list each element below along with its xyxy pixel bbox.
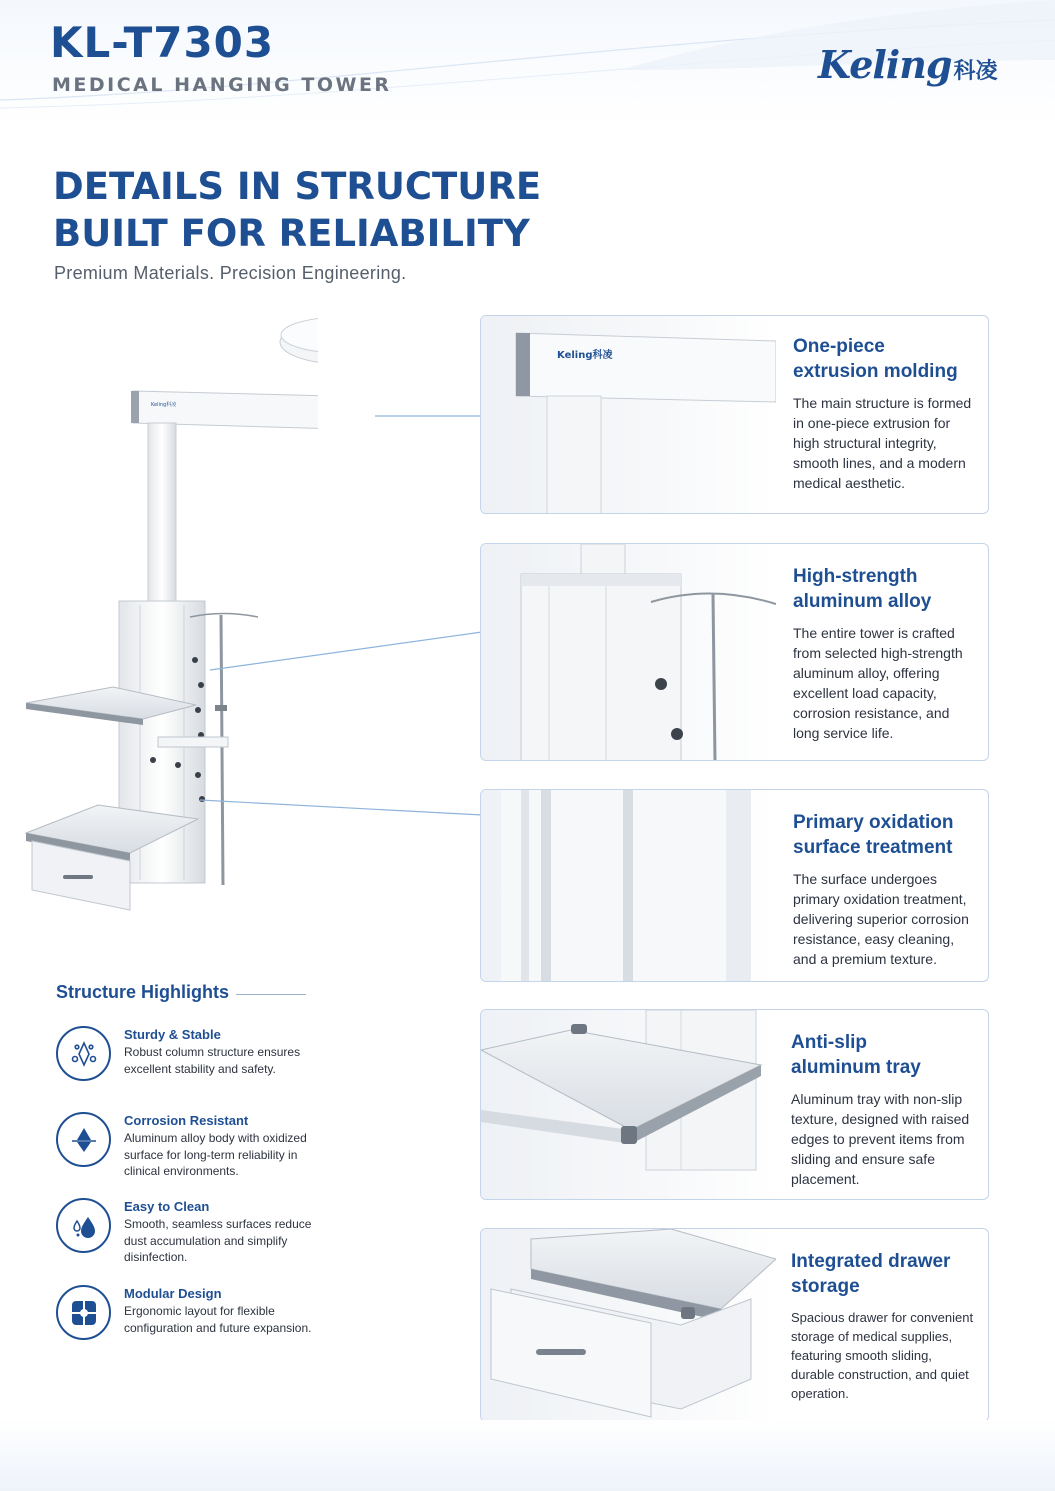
logo-wordmark: Keling xyxy=(818,42,952,87)
card-title-line-2: surface treatment xyxy=(793,837,953,858)
arm-closeup xyxy=(481,316,776,514)
tower-illustration xyxy=(18,305,318,915)
feature-card-oxidation xyxy=(480,789,989,982)
card-description: The main structure is formed in one-piece extrusion for high structural integrity, smooth lines, and a modern medical aesthetic. xyxy=(793,395,972,491)
highlight-title: Easy to Clean xyxy=(124,1199,210,1214)
feature-card-drawer xyxy=(480,1228,989,1422)
card-title-line-1: High-strength xyxy=(793,566,918,587)
highlight-title: Corrosion Resistant xyxy=(124,1113,249,1128)
card-title-line-2: extrusion molding xyxy=(793,361,958,382)
tagline: Premium Materials. Precision Engineering. xyxy=(54,263,407,283)
droplets-icon xyxy=(56,1198,111,1253)
highlight-body xyxy=(124,1112,334,1180)
modules-icon xyxy=(56,1285,111,1340)
card-text xyxy=(791,1249,976,1403)
card-photo xyxy=(481,316,776,513)
highlight-title: Sturdy & Stable xyxy=(124,1027,221,1042)
card-title-line-2: aluminum alloy xyxy=(793,591,932,612)
card-title xyxy=(791,1030,976,1080)
logo-chinese: 科凌 xyxy=(953,59,998,84)
card-text xyxy=(793,334,978,493)
stability-icon xyxy=(56,1026,111,1081)
drawer-closeup xyxy=(481,1229,776,1422)
shield-icon xyxy=(56,1112,111,1167)
headline-line-1: DETAILS IN STRUCTURE xyxy=(53,165,542,208)
card-title-line-2: aluminum tray xyxy=(791,1057,921,1078)
card-text xyxy=(793,810,978,969)
card-photo xyxy=(481,1010,776,1199)
card-text xyxy=(791,1030,976,1189)
brand-logo xyxy=(818,42,997,87)
highlight-body xyxy=(124,1026,334,1077)
card-description: Spacious drawer for convenient storage of medical supplies, featuring smooth sliding, durable construction, and quiet operation. xyxy=(791,1310,974,1401)
feature-card-extrusion xyxy=(480,315,989,514)
card-title xyxy=(791,1249,976,1299)
highlight-body xyxy=(124,1198,334,1266)
model-number: KL-T7303 xyxy=(50,18,275,67)
surface-closeup xyxy=(481,790,776,982)
card-description: The surface undergoes primary oxidation treatment, delivering superior corrosion resistance, easy cleaning, and a premium texture. xyxy=(793,871,969,967)
card-text xyxy=(793,564,978,743)
card-description: The entire tower is crafted from selected high-strength aluminum alloy, offering excellent load capacity, corrosion resistance, and long service life. xyxy=(793,625,963,741)
arm-closeup-brand: Keling科凌 xyxy=(557,350,613,361)
card-photo xyxy=(481,544,776,760)
card-photo xyxy=(481,790,776,981)
page-header xyxy=(0,0,1055,125)
highlight-title: Modular Design xyxy=(124,1286,222,1301)
product-type: MEDICAL HANGING TOWER xyxy=(52,74,392,96)
card-title xyxy=(793,810,978,860)
card-title-line-1: Primary oxidation xyxy=(793,812,954,833)
card-title-line-2: storage xyxy=(791,1276,860,1297)
drop-pole xyxy=(148,423,176,603)
card-description: Aluminum tray with non-slip texture, designed with raised edges to prevent items from sliding and ensure safe placement. xyxy=(791,1091,970,1187)
highlights-title: Structure Highlights xyxy=(56,982,230,1002)
highlight-body xyxy=(124,1285,334,1336)
page-headline xyxy=(53,163,541,257)
tray-closeup xyxy=(481,1010,776,1200)
card-title xyxy=(793,334,978,384)
highlight-description: Ergonomic layout for flexible configuration and future expansion. xyxy=(124,1304,312,1335)
highlights-divider xyxy=(236,994,306,995)
footer-gradient xyxy=(0,1420,1055,1491)
highlight-description: Smooth, seamless surfaces reduce dust accumulation and simplify disinfection. xyxy=(124,1217,312,1264)
feature-card-alloy xyxy=(480,543,989,761)
feature-card-tray xyxy=(480,1009,989,1200)
highlight-description: Robust column structure ensures excellent stability and safety. xyxy=(124,1045,301,1076)
column-closeup xyxy=(481,544,776,761)
highlight-description: Aluminum alloy body with oxidized surface for long-term reliability in clinical environments. xyxy=(124,1131,307,1178)
card-title-line-1: Anti-slip xyxy=(791,1032,867,1053)
card-title-line-1: Integrated drawer xyxy=(791,1251,951,1272)
card-photo xyxy=(481,1229,776,1421)
arm-brand-label: Keling科凌 xyxy=(151,402,177,408)
headline-line-2: BUILT FOR RELIABILITY xyxy=(53,212,530,255)
card-title xyxy=(793,564,978,614)
card-title-line-1: One-piece xyxy=(793,336,885,357)
